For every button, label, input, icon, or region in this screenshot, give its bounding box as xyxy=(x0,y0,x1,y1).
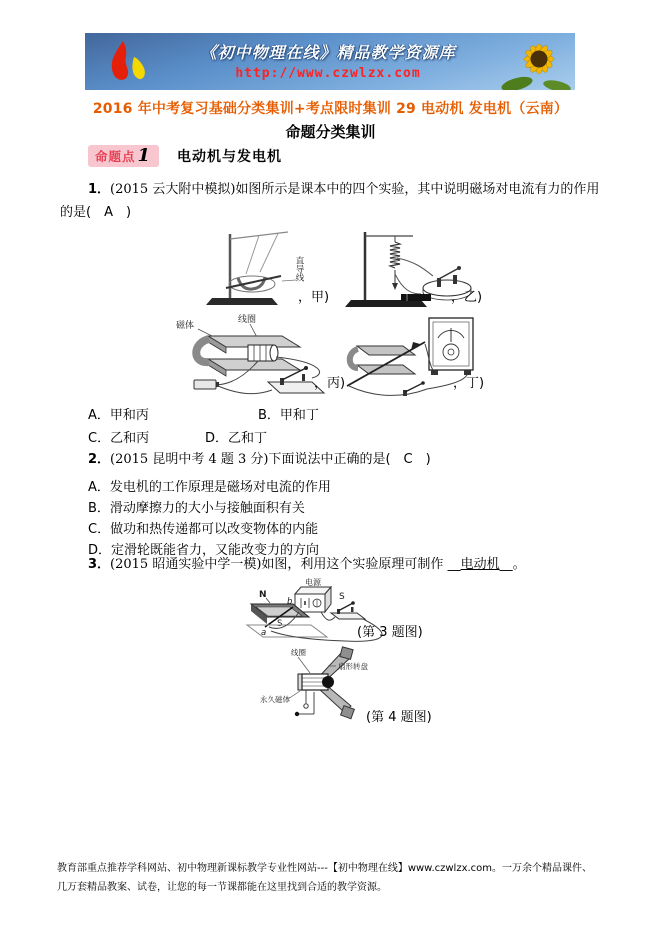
q2-source: (2015 昆明中考 4 题 3 分) xyxy=(110,452,269,467)
question-1-stem xyxy=(60,178,606,224)
figure-q4-motor-model xyxy=(258,648,458,736)
sector-disk-label: 扇形转盘 xyxy=(338,662,368,671)
q1-option-a: A．甲和丙 xyxy=(88,408,149,423)
q1-source: (2015 云大附中模拟) xyxy=(110,182,236,197)
pole-s-label: S xyxy=(277,619,283,629)
q1-option-c: C．乙和丙 xyxy=(88,431,150,446)
point-a-label: a xyxy=(261,628,267,638)
figure-yi-caption: ，乙) xyxy=(451,290,483,305)
question-2-stem xyxy=(88,448,431,467)
figure-bing-experiment xyxy=(172,312,346,400)
figure-bing-caption: ，丙) xyxy=(314,376,346,391)
sunflower-icon xyxy=(499,34,575,90)
q3-number: 3． xyxy=(88,557,111,572)
q1-option-d: D．乙和丁 xyxy=(205,431,268,446)
footer-line-1: 教育部重点推荐学科网站、初中物理新课标教学专业性网站---【初中物理在线】www.czwlzx.com。一万余个精品课件、 xyxy=(57,863,593,874)
pole-n-label: N xyxy=(259,590,267,600)
q2-option-d: D．定滑轮既能省力，又能改变力的方向 xyxy=(88,543,320,558)
q3-source: (2015 昭通实验中学一模) xyxy=(110,557,262,572)
q3-text: 如图，利用这个实验原理可制作 xyxy=(261,557,444,572)
q3-blank-answer: 电动机 xyxy=(460,557,500,572)
figure-q3-motor-experiment xyxy=(235,577,450,647)
site-logo-icon xyxy=(99,35,153,89)
magnet-label: 磁体 xyxy=(176,321,195,331)
topic-badge xyxy=(88,145,159,167)
figure-yi-experiment xyxy=(345,228,485,310)
topic-title: 电动机与发电机 xyxy=(177,149,283,165)
topic-badge-label: 命题点 xyxy=(95,149,136,164)
figure-jia-experiment xyxy=(202,228,332,310)
figure-bing-drawing xyxy=(172,312,337,400)
section-heading: 命题分类集训 xyxy=(285,123,376,141)
figure-jia-drawing xyxy=(202,228,308,308)
site-banner xyxy=(85,33,575,90)
q2-option-b: B．滑动摩擦力的大小与接触面积有关 xyxy=(88,501,305,516)
q1-text: 如图所示是课本中的四个实验，其中说明磁场对电流有力的作用的是( A ) xyxy=(60,182,600,220)
point-b-label: b xyxy=(287,597,293,607)
q3-blank-underscore-right: __ xyxy=(499,557,513,572)
figure-ding-caption: ，丁) xyxy=(453,376,485,391)
q2-number: 2． xyxy=(88,452,111,467)
site-url-link[interactable]: http://www.czwlzx.com xyxy=(235,66,421,81)
page-footer xyxy=(57,859,609,897)
q1-option-b: B．甲和丁 xyxy=(258,408,319,423)
permanent-magnet-label: 永久磁体 xyxy=(260,695,290,704)
topic-badge-number: 1 xyxy=(137,145,151,166)
wire-label: 直导线 xyxy=(294,256,304,282)
figure-jia-caption: ，甲) xyxy=(298,290,330,305)
site-name: 《初中物理在线》精品教学资源库 xyxy=(200,43,456,62)
question-3-stem xyxy=(88,553,526,572)
document-title: 2016 年中考复习基础分类集训+考点限时集训 29 电动机 发电机（云南） xyxy=(92,101,569,117)
q3-suffix: 。 xyxy=(512,557,526,572)
power-supply-label: 电源 xyxy=(305,578,321,587)
coil-label: 线圈 xyxy=(291,648,306,657)
q2-option-a: A．发电机的工作原理是磁场对电流的作用 xyxy=(88,480,331,495)
q3-blank-underscore-left: __ xyxy=(447,557,461,572)
q2-option-c: C．做功和热传递都可以改变物体的内能 xyxy=(88,522,319,537)
q2-text: 下面说法中正确的是( C ) xyxy=(268,452,431,467)
switch-label: S xyxy=(339,592,345,602)
figure-q3-caption: (第 3 题图) xyxy=(357,625,423,640)
coil-label: 线圈 xyxy=(238,315,257,325)
q1-number: 1． xyxy=(88,182,111,197)
figure-q4-caption: (第 4 题图) xyxy=(366,710,432,725)
footer-line-2: 几万套精品教案、试卷，让您的每一节课都能在这里找到合适的教学资源。 xyxy=(57,882,387,893)
topic-row xyxy=(88,144,282,168)
figure-ding-experiment xyxy=(345,312,485,400)
